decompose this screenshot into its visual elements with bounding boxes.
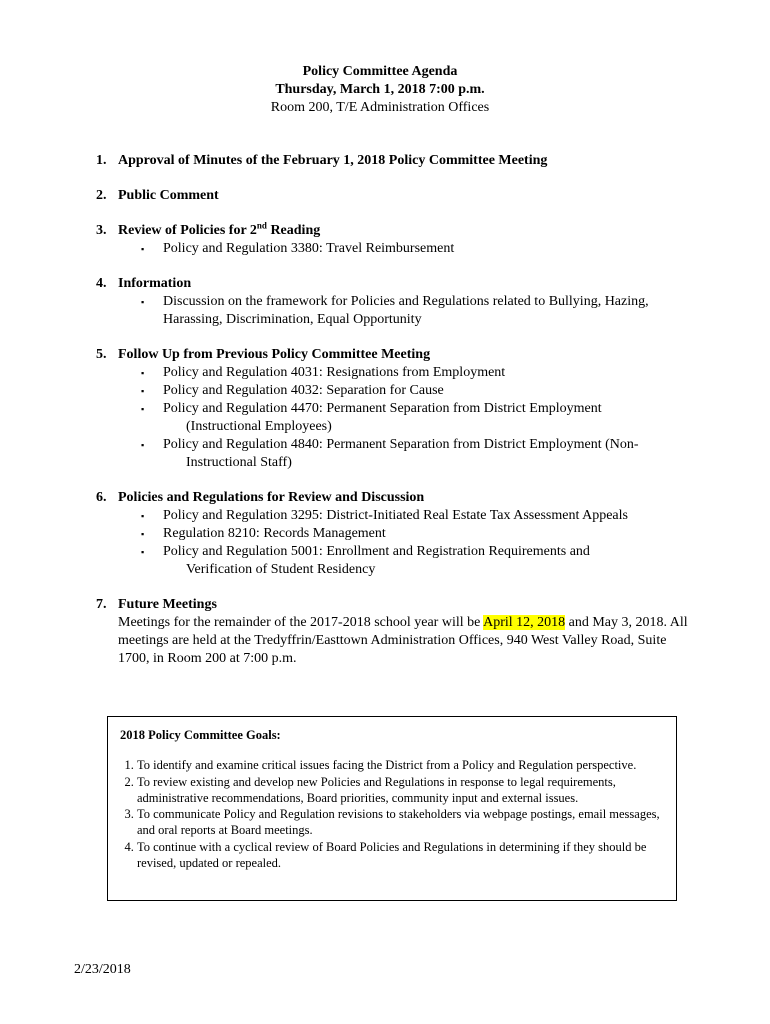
agenda-item-3 <box>96 222 696 258</box>
item-number: 5. <box>96 347 107 362</box>
agenda-item-7 <box>96 596 696 668</box>
item-number: 4. <box>96 276 107 291</box>
item-title: Future Meetings <box>118 597 217 612</box>
item-number: 2. <box>96 188 107 203</box>
item-number: 1. <box>96 153 107 168</box>
list-item: ▪ Policy and Regulation 3295: District-Initiated Real Estate Tax Assessment Appeals <box>141 508 628 523</box>
agenda-list <box>96 152 696 685</box>
bullet-icon: ▪ <box>141 244 145 254</box>
item-number: 3. <box>96 223 107 238</box>
list-item: ▪ Policy and Regulation 4840: Permanent Separation from District Employment (Non- Instructional Staff) <box>141 437 639 470</box>
meeting-location: Room 200, T/E Administration Offices <box>270 100 490 115</box>
list-item: ▪ Policy and Regulation 5001: Enrollment and Registration Requirements and Verification of Student Residency <box>141 544 590 577</box>
item-number: 6. <box>96 490 107 505</box>
bullet-icon: ▪ <box>141 386 145 396</box>
item-title: Information <box>118 276 192 291</box>
meeting-date: Thursday, March 1, 2018 7:00 p.m. <box>275 82 485 97</box>
bullet-icon: ▪ <box>141 547 145 557</box>
goal-item: 1. To identify and examine critical issues facing the District from a Policy and Regulation perspective. <box>137 757 664 773</box>
list-item: ▪ Policy and Regulation 4031: Resignations from Employment <box>141 365 506 380</box>
goals-box <box>107 716 677 901</box>
goal-item: 3. To communicate Policy and Regulation revisions to stakeholders via webpage postings, email messages, and oral reports at Board meetings. <box>137 806 664 839</box>
bullet-icon: ▪ <box>141 440 145 450</box>
agenda-header <box>0 63 760 117</box>
agenda-item-6 <box>96 489 696 579</box>
bullet-icon: ▪ <box>141 404 145 414</box>
item-title: Public Comment <box>118 188 219 203</box>
list-item: ▪ Policy and Regulation 3380: Travel Reimbursement <box>141 241 455 256</box>
goals-list <box>120 757 664 871</box>
bullet-icon: ▪ <box>141 529 145 539</box>
item-title: Review of Policies for 2nd Reading <box>118 220 321 238</box>
goal-item: 2. To review existing and develop new Policies and Regulations in response to legal requirements, administrative recommendations, Board priorities, community input and external issues. <box>137 774 664 807</box>
agenda-item-1 <box>96 152 696 170</box>
goals-title: 2018 Policy Committee Goals: <box>120 728 281 742</box>
item-number: 7. <box>96 597 107 612</box>
highlighted-date: April 12, 2018 <box>483 615 566 630</box>
goal-item: 4. To continue with a cyclical review of Board Policies and Regulations in determining if they should be revised, updated or repealed. <box>137 839 664 872</box>
item-title: Policies and Regulations for Review and Discussion <box>118 490 425 505</box>
agenda-item-2 <box>96 187 696 205</box>
list-item: ▪ Policy and Regulation 4470: Permanent Separation from District Employment (Instructional Employees) <box>141 401 602 434</box>
bullet-icon: ▪ <box>141 297 145 307</box>
bullet-icon: ▪ <box>141 511 145 521</box>
list-item: ▪ Policy and Regulation 4032: Separation for Cause <box>141 383 444 398</box>
item-title: Follow Up from Previous Policy Committee Meeting <box>118 347 431 362</box>
agenda-item-5 <box>96 346 696 472</box>
agenda-item-4 <box>96 275 696 329</box>
bullet-icon: ▪ <box>141 368 145 378</box>
agenda-title: Policy Committee Agenda <box>302 64 458 79</box>
item-title: Approval of Minutes of the February 1, 2018 Policy Committee Meeting <box>118 153 548 168</box>
list-item: ▪ Discussion on the framework for Policies and Regulations related to Bullying, Hazing, Harassing, Discrimination, Equal Opportunity <box>141 294 649 327</box>
list-item: ▪ Regulation 8210: Records Management <box>141 526 386 541</box>
meeting-schedule-paragraph: Meetings for the remainder of the 2017-2018 school year will be April 12, 2018 and May 3, 2018. All meetings are held at the Tredyffrin/Easttown Administration Offices, 940 West Valley Road, Suite 1700, in Room 200 at 7:00 p.m. <box>118 615 688 666</box>
footer-date: 2/23/2018 <box>74 962 131 977</box>
